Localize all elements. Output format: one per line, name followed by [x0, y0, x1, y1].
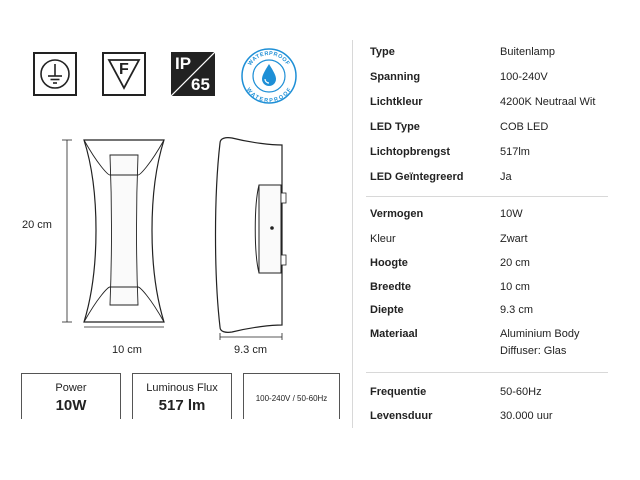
spec-value: Aluminium Body	[500, 328, 580, 340]
spec-key: Frequentie	[370, 386, 427, 398]
power-card-value: 10W	[55, 397, 87, 414]
spec-value: COB LED	[500, 121, 549, 133]
spec-value-secondary: Diffuser: Glas	[500, 345, 567, 357]
spec-key: Spanning	[370, 71, 421, 83]
spec-value: Zwart	[500, 233, 528, 245]
waterproof-text-top: WATERPROOF	[247, 50, 291, 67]
front-view-drawing	[60, 135, 180, 330]
waterproof-text-bottom: WATERPROOF	[244, 86, 294, 105]
spec-key: Vermogen	[370, 208, 424, 220]
spec-value: 9.3 cm	[500, 304, 534, 316]
ip65-icon	[171, 52, 215, 96]
voltage-card-label: 100-240V / 50-60Hz	[255, 394, 328, 403]
spec-value: 10 cm	[500, 281, 530, 293]
height-dimension-label: 20 cm	[22, 219, 52, 231]
spec-key: Breedte	[370, 281, 411, 293]
ip-label: IP	[175, 54, 192, 73]
f-mark-letter: F	[119, 61, 129, 78]
waterproof-icon	[240, 47, 298, 105]
column-divider	[352, 40, 353, 428]
spec-value: Buitenlamp	[500, 46, 556, 58]
spec-key: Type	[370, 46, 395, 58]
spec-key: Lichtopbrengst	[370, 146, 451, 158]
spec-group-divider	[366, 372, 608, 373]
spec-value: 10W	[500, 208, 523, 220]
spec-value: 517lm	[500, 146, 530, 158]
spec-key: Levensduur	[370, 410, 433, 422]
power-card	[21, 373, 121, 419]
side-view-drawing	[212, 135, 302, 340]
spec-key: Hoogte	[370, 257, 408, 269]
luminous-flux-card-value: 517 lm	[158, 397, 206, 414]
spec-value: 20 cm	[500, 257, 530, 269]
spec-value: Ja	[500, 171, 512, 183]
spec-value: 4200K Neutraal Wit	[500, 96, 596, 108]
spec-key: LED Geïntegreerd	[370, 171, 464, 183]
spec-key: Materiaal	[370, 328, 418, 340]
power-card-label: Power	[55, 382, 87, 394]
ground-icon	[33, 52, 77, 96]
ip-rating: 65	[191, 75, 210, 94]
spec-key: Kleur	[370, 233, 396, 245]
spec-key: Diepte	[370, 304, 404, 316]
spec-key: Lichtkleur	[370, 96, 423, 108]
luminous-flux-card	[132, 373, 232, 419]
voltage-card	[243, 373, 340, 419]
spec-value: 30.000 uur	[500, 410, 553, 422]
width-dimension-label: 10 cm	[112, 344, 142, 356]
depth-dimension-label: 9.3 cm	[234, 344, 268, 356]
spec-group-divider	[366, 196, 608, 197]
spec-key: LED Type	[370, 121, 420, 133]
spec-value: 50-60Hz	[500, 386, 542, 398]
f-mark-icon	[102, 52, 146, 96]
luminous-flux-card-label: Luminous Flux	[146, 382, 218, 394]
spec-value: 100-240V	[500, 71, 548, 83]
svg-text:WATERPROOF	[245, 87, 293, 104]
